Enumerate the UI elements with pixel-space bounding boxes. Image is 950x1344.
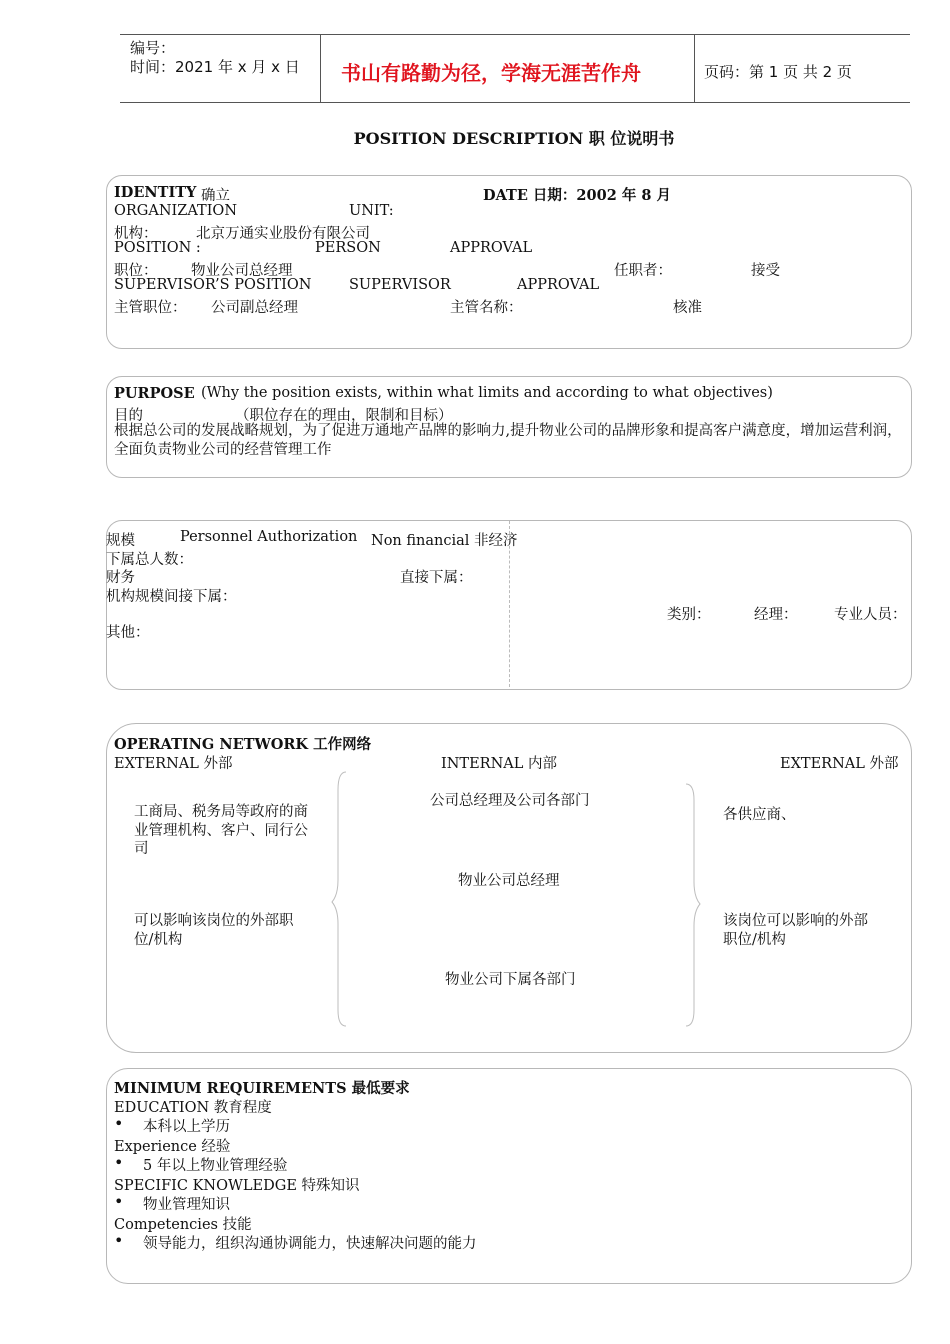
network-left-bottom: 可以影响该岗位的外部职位/机构 [134, 913, 294, 948]
experience-label: Experience 经验 [114, 1139, 231, 1155]
document-number-label: 编号： [130, 39, 176, 57]
approve-label: 核准 [673, 300, 702, 316]
internal-label: INTERNAL 内部 [441, 756, 557, 772]
document-title: POSITION DESCRIPTION 职 位说明书 [353, 129, 675, 148]
network-heading: OPERATING NETWORK 工作网络 [114, 736, 372, 753]
org-scale-label: 机构规模间接下属： [106, 589, 237, 605]
scale-label: 规模 [106, 533, 135, 549]
supervisor-name-label: 主管名称： [450, 300, 523, 316]
supervisor-label: SUPERVISOR [349, 277, 451, 293]
total-subordinates-label: 下属总人数： [106, 552, 193, 568]
organization-cn-label: 机构： [114, 226, 158, 242]
purpose-heading: PURPOSE [114, 385, 195, 402]
organization-cn-value: 北京万通实业股份有限公司 [196, 226, 370, 242]
identity-heading-cn: 确立 [201, 188, 230, 204]
other-label: 其他： [106, 625, 150, 641]
bullet-icon: • [114, 1153, 124, 1172]
incumbent-label: 任职者： [614, 263, 672, 279]
supervisor-position-label: SUPERVISOR’S POSITION [114, 277, 312, 293]
network-center-mid: 物业公司总经理 [458, 873, 560, 889]
competencies-label: Competencies 技能 [114, 1217, 252, 1233]
manager-label: 经理： [754, 607, 798, 623]
network-left-top: 工商局、税务局等政府的商业管理机构、客户、同行公司 [134, 804, 308, 857]
position-label: POSITION : [114, 240, 201, 256]
supervisor-position-cn-label: 主管职位： [114, 300, 187, 316]
category-label: 类别： [667, 607, 711, 623]
approval-label: APPROVAL [450, 240, 533, 256]
competencies-value: 领导能力，组织沟通协调能力，快速解决问题的能力 [143, 1236, 477, 1252]
knowledge-value: 物业管理知识 [143, 1197, 230, 1213]
left-bracket [332, 772, 346, 1026]
right-bracket [686, 784, 700, 1026]
network-center-top: 公司总经理及公司各部门 [430, 793, 590, 809]
purpose-heading-cn: 目的 [114, 408, 143, 424]
position-cn-value: 物业公司总经理 [191, 263, 293, 279]
purpose-subtitle: (Why the position exists, within what limits and according to what objectives) [201, 385, 773, 401]
purpose-subtitle-cn: （职位存在的理由，限制和目标） [235, 408, 453, 424]
professional-label: 专业人员： [834, 607, 907, 623]
bullet-icon: • [114, 1114, 124, 1133]
bullet-icon: • [114, 1231, 124, 1250]
requirements-heading: MINIMUM REQUIREMENTS 最低要求 [114, 1080, 410, 1097]
experience-value: 5 年以上物业管理经验 [143, 1158, 288, 1174]
document-time-label: 时间：2021 年 x 月 x 日 [130, 58, 300, 76]
external-right-label: EXTERNAL 外部 [780, 756, 899, 772]
organization-label: ORGANIZATION [114, 203, 238, 219]
education-label: EDUCATION 教育程度 [114, 1100, 272, 1116]
network-center-bottom: 物业公司下属各部门 [445, 972, 576, 988]
purpose-text: 根据总公司的发展战略规划，为了促进万通地产品牌的影响力,提升物业公司的品牌形象和提高客户满意度，增加运营利润，全面负责物业公司的经营管理工作 [114, 423, 902, 458]
identity-heading: IDENTITY [114, 184, 197, 201]
unit-label: UNIT: [349, 203, 394, 219]
finance-label: 财务 [106, 570, 135, 586]
identity-date: DATE 日期：2002 年 8 月 [483, 187, 672, 204]
personnel-authorization-label: Personnel Authorization [180, 529, 358, 545]
education-value: 本科以上学历 [143, 1119, 230, 1135]
network-right-top: 各供应商、 [723, 807, 796, 823]
non-financial-label: Non financial 非经济 [371, 533, 518, 549]
bullet-icon: • [114, 1192, 124, 1211]
supervisor-approval-label: APPROVAL [517, 277, 600, 293]
knowledge-label: SPECIFIC KNOWLEDGE 特殊知识 [114, 1178, 360, 1194]
page-number-label: 页码：第 1 页 共 2 页 [704, 63, 852, 81]
external-left-label: EXTERNAL 外部 [114, 756, 233, 772]
position-cn-label: 职位： [114, 263, 158, 279]
direct-subordinates-label: 直接下属： [400, 570, 473, 586]
person-label: PERSON [315, 240, 381, 256]
supervisor-position-cn-value: 公司副总经理 [211, 300, 298, 316]
header-motto: 书山有路勤为径，学海无涯苦作舟 [341, 61, 641, 85]
accept-label: 接受 [751, 263, 780, 279]
network-right-bottom: 该岗位可以影响的外部职位/机构 [723, 913, 868, 948]
